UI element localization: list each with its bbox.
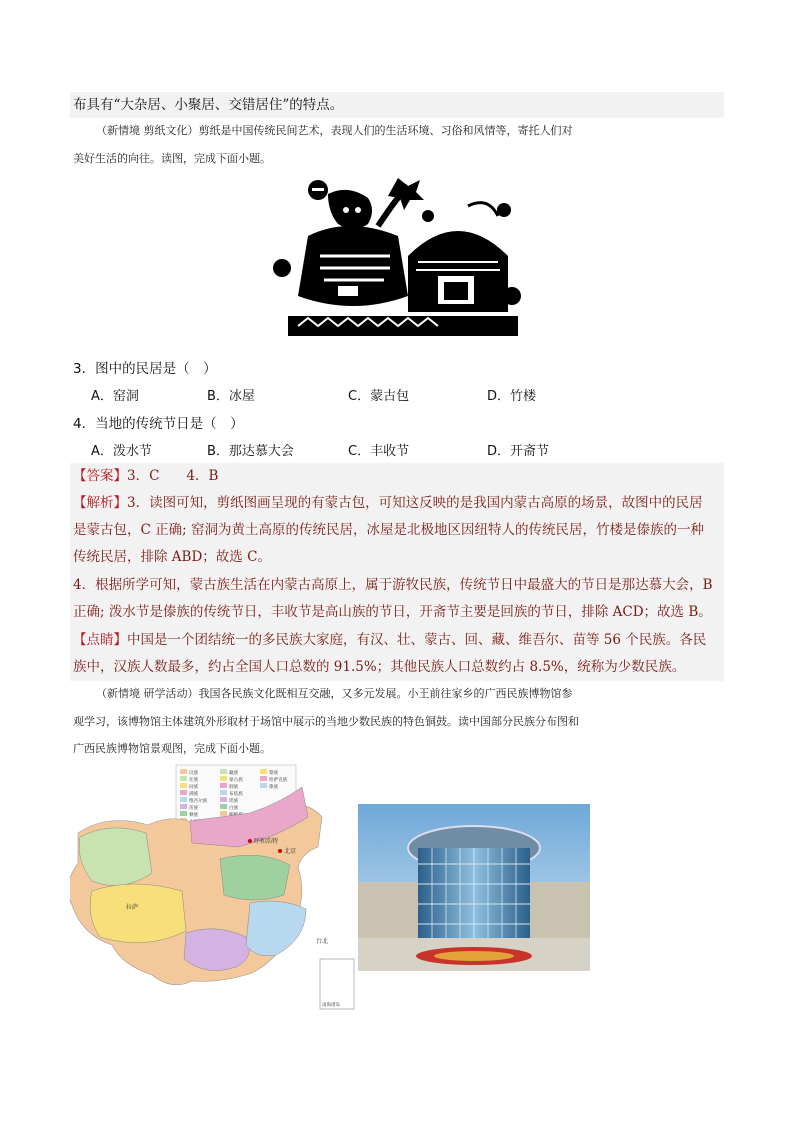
analysis-line-4: 4．根据所学可知，蒙古族生活在内蒙古高原上，属于游牧民族，传统节日中最盛大的节日是那达慕大会，B [73, 577, 713, 593]
legend-swatch [220, 811, 227, 816]
legend-label: 苗族 [189, 806, 199, 811]
region-tibet [90, 884, 186, 943]
museum-photo [358, 804, 590, 971]
region-southwest [184, 929, 249, 971]
q3-option-b[interactable]: B．冰屋 [207, 389, 255, 404]
legend-label: 白族 [229, 806, 239, 811]
left-wing [358, 882, 428, 942]
q3-option-c[interactable]: C．蒙古包 [348, 389, 410, 404]
analysis-line-2: 是蒙古包，C 正确; 窑洞为黄土高原的传统民居，冰屋是北极地区因纽特人的传统民居，竹楼是傣族的一种 [73, 522, 704, 538]
intro-paragraph-2: （新情境 研学活动）我国各民族文化既相互交融，又多元发展。小王前往家乡的广西民族博物馆参 [96, 687, 573, 700]
q3-option-a[interactable]: A．窑洞 [91, 389, 139, 404]
continuation-text: 布具有“大杂居、小聚居、交错居住”的特点。 [73, 97, 344, 113]
legend-label: 蒙古族 [229, 778, 243, 783]
flower-shape [273, 259, 291, 277]
intro-paragraph-1-cont: 美好生活的向往。读图，完成下面小题。 [73, 152, 271, 165]
legend-swatch [260, 783, 267, 788]
legend-swatch [220, 776, 227, 781]
map-label-hohhot: 呼和浩特 [254, 838, 279, 845]
q4-option-a[interactable]: A．泼水节 [91, 444, 152, 459]
legend-swatch [260, 769, 267, 774]
legend-swatch [220, 783, 227, 788]
q4-option-d[interactable]: D．开斋节 [487, 444, 550, 459]
legend-swatch [180, 797, 187, 802]
legend-swatch [220, 797, 227, 802]
ground-shape [288, 316, 518, 336]
legend-label: 汉族 [189, 771, 199, 776]
answer-tag: 【答案】 [73, 468, 127, 484]
analysis-line-5: 正确; 泼水节是傣族的传统节日，丰收节是高山族的节日，开斋节主要是回族的节日，排除 ACD；故选 B。 [73, 604, 712, 620]
legend-swatch [220, 769, 227, 774]
q3-option-d[interactable]: D．竹楼 [487, 389, 537, 404]
intro-paragraph-2-cont2: 广西民族博物馆景观图，完成下面小题。 [73, 742, 271, 755]
q4-option-c[interactable]: C．丰收节 [348, 444, 410, 459]
analysis-tag: 【解析】 [73, 495, 127, 511]
legend-label: 布依族 [229, 792, 243, 797]
legend-swatch [180, 783, 187, 788]
legend-label: 傣族 [269, 785, 279, 790]
legend-label: 哈萨克族 [269, 778, 288, 783]
legend-label: 壮族 [189, 778, 199, 783]
q4-option-b[interactable]: B．那达慕大会 [207, 444, 294, 459]
map-label-beijing: 北京 [284, 848, 297, 855]
region-central [220, 855, 290, 900]
analysis-line-1: 【解析】3．读图可知，剪纸图画呈现的有蒙古包，可知这反映的是我国内蒙古高原的场景，故图中的民居 [73, 495, 703, 511]
question-4-stem: 4．当地的传统节日是（ ） [73, 416, 244, 432]
legend-swatch [260, 776, 267, 781]
dianjing-line-2: 族中，汉族人数最多，约占全国人口总数的 91.5%；其他民族人口总数约占 8.5%，统称为少数民族。 [73, 659, 686, 675]
right-wing [520, 882, 590, 942]
legend-swatch [180, 811, 187, 816]
legend-label: 瑶族 [229, 799, 239, 804]
dianjing-tag: 【点睛】 [73, 632, 127, 648]
dianjing-line-1: 【点睛】中国是一个团结统一的多民族大家庭，有汉、壮、蒙古、回、藏、维吾尔、苗等 56 个民族。各民 [73, 632, 707, 648]
legend-label: 侗族 [229, 785, 239, 790]
legend-label: 回族 [189, 785, 199, 790]
map-label-lhasa: 拉萨 [126, 904, 139, 911]
ethnic-distribution-map [70, 763, 360, 1013]
answer-text: 3．C 4．B [127, 468, 219, 484]
legend-label: 彝族 [189, 813, 199, 818]
paper-cut-image [268, 176, 526, 342]
legend-swatch [220, 790, 227, 795]
legend-swatch [180, 804, 187, 809]
map-label-taipei: 台北 [316, 938, 329, 945]
legend-swatch [180, 769, 187, 774]
legend-label: 藏族 [229, 771, 239, 776]
inset-label: 南海诸岛 [322, 1003, 340, 1008]
region-northwest [79, 828, 152, 886]
intro-paragraph-2-cont: 观学习，该博物馆主体建筑外形取材于场馆中展示的当地少数民族的特色铜鼓。读中国部分民族分布图和 [73, 715, 579, 728]
legend-label: 满族 [189, 792, 199, 797]
south-china-sea-inset [320, 959, 354, 1009]
legend-label: 维吾尔族 [189, 799, 208, 804]
legend-label: 黎族 [269, 771, 279, 776]
intro-paragraph-1: （新情境 剪纸文化）剪纸是中国传统民间艺术，表现人们的生活环境、习俗和风情等，寄托人们对 [96, 124, 573, 137]
analysis-line-3: 传统民居，排除 ABD；故选 C。 [73, 549, 271, 565]
legend-swatch [180, 790, 187, 795]
legend-swatch [180, 776, 187, 781]
answer-line [73, 466, 218, 486]
question-3-stem: 3．图中的民居是（ ） [73, 361, 217, 377]
legend-swatch [220, 804, 227, 809]
